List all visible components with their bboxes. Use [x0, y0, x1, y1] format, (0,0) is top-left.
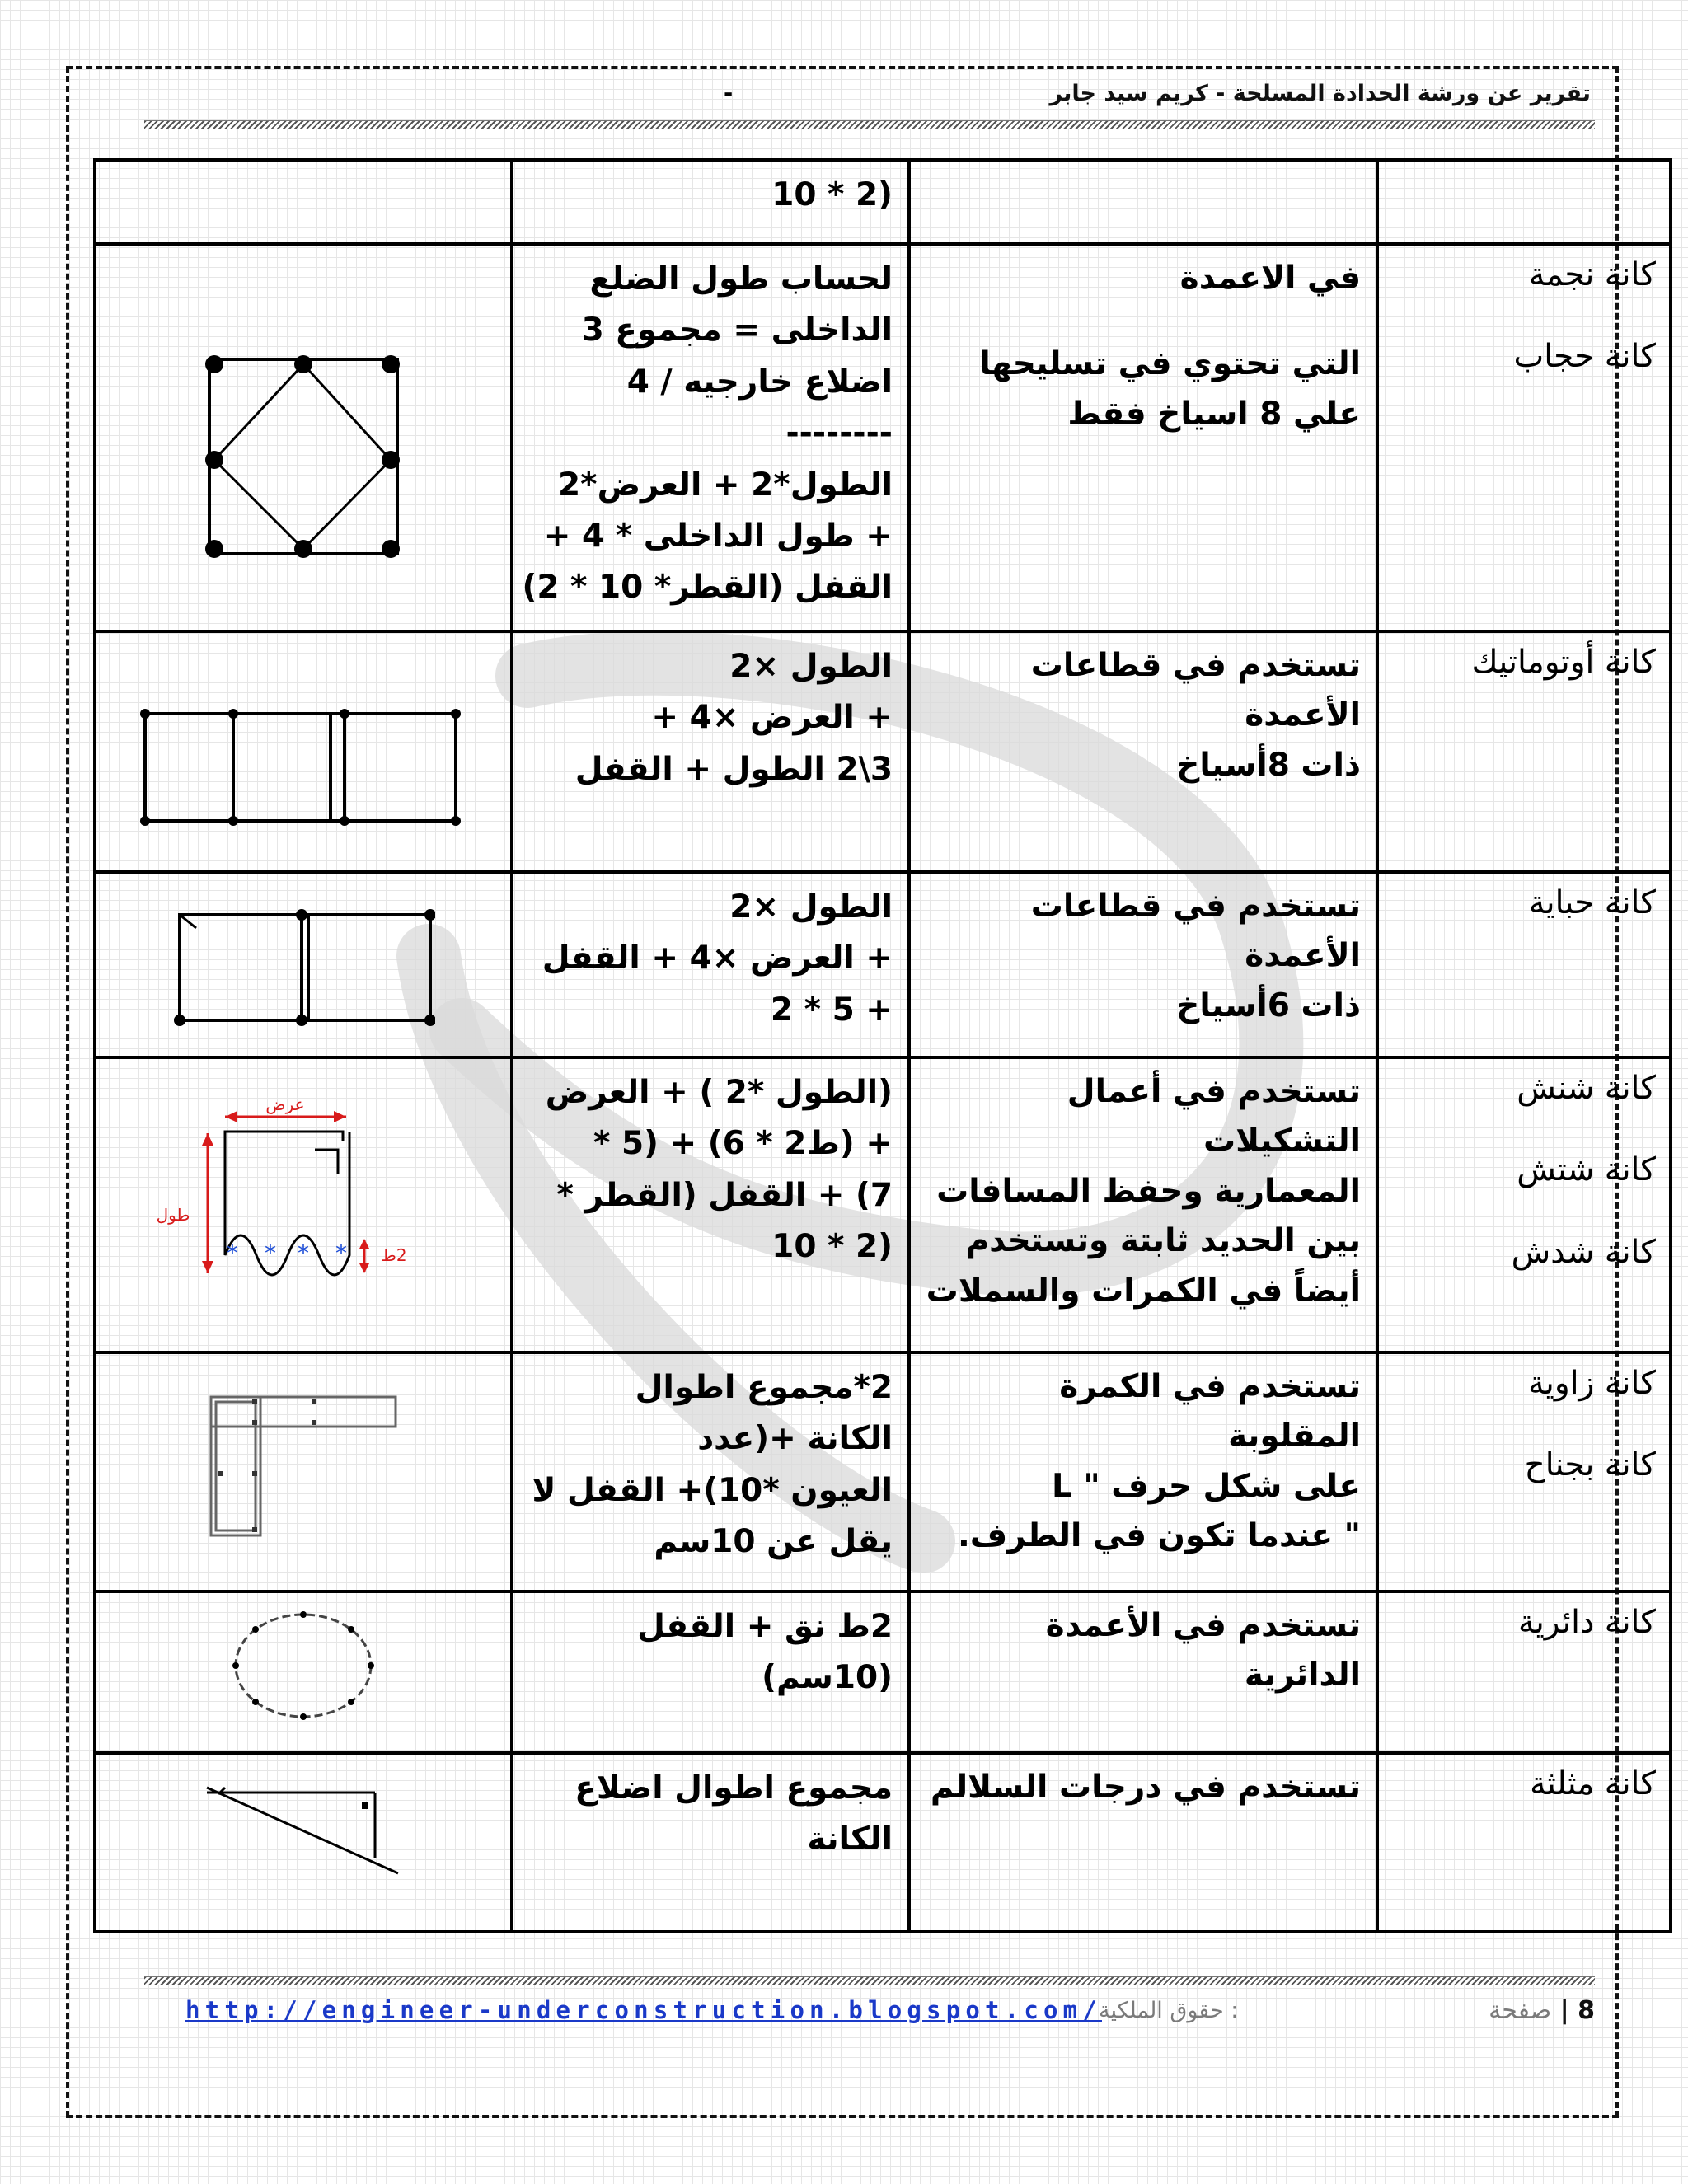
name-line: كانة شنش	[1517, 1070, 1656, 1107]
footer-divider	[144, 1976, 1595, 1985]
use-line: " عندما تكون في الطرف.	[958, 1517, 1361, 1555]
cell-figure	[95, 1352, 512, 1591]
name-line: كانة نجمة	[1528, 256, 1656, 293]
formula-line: 3\2 الطول + القفل	[574, 750, 893, 788]
formula-line: الكانة +(عدد	[697, 1420, 893, 1458]
cell-figure	[95, 1591, 512, 1753]
cell-figure	[95, 631, 512, 872]
cell-formula	[512, 1352, 909, 1591]
name-line: كانة مثلثة	[1530, 1765, 1656, 1802]
star-mark: *	[335, 1240, 347, 1267]
formula-line: (الطول *2 ) + العرض	[545, 1074, 893, 1111]
cell-formula	[512, 1753, 909, 1932]
use-line: المعمارية وحفظ المسافات	[936, 1172, 1361, 1210]
cell-name	[1377, 872, 1671, 1057]
formula-line: الطول ×2	[729, 648, 893, 685]
use-line: تستخدم في قطاعات الأعمدة	[1030, 647, 1361, 734]
cell-use	[909, 1753, 1377, 1932]
formula-line: 2*مجموع اطوال	[635, 1369, 893, 1406]
formula-line: + (ط2 * 6) + (5 *	[593, 1125, 893, 1163]
double-box-stirrup-icon	[171, 903, 435, 1035]
use-line: علي 8 اسياخ فقط	[1067, 395, 1361, 433]
table-row	[95, 1352, 1671, 1591]
cell-figure	[95, 872, 512, 1057]
cell-name	[1377, 1753, 1671, 1932]
name-line: كانة حجاب	[1513, 338, 1656, 376]
formula-line: الطول*2 + العرض*2	[558, 466, 893, 504]
name-line: كانة حباية	[1528, 884, 1656, 921]
formula-line: الطول ×2	[729, 888, 893, 926]
footer	[185, 1990, 1595, 2031]
star-mark: *	[265, 1240, 276, 1267]
cell-use	[909, 244, 1377, 631]
table-row	[95, 1591, 1671, 1753]
cell-use	[909, 872, 1377, 1057]
use-line: تستخدم في أعمال التشكيلات	[1067, 1073, 1361, 1160]
use-line: تستخدم في الكمرة المقلوبة	[1059, 1368, 1361, 1455]
radius-label: 2ط	[381, 1245, 407, 1265]
formula-line: مجموع اطوال اضلاع	[574, 1769, 893, 1807]
formula-line: (2 * 10	[771, 1228, 893, 1266]
use-line: ذات 8أسياخ	[1176, 746, 1361, 784]
triangular-stirrup-icon	[200, 1783, 406, 1890]
cell-name	[1377, 1591, 1671, 1753]
cell-use	[909, 160, 1377, 244]
header-divider	[144, 120, 1595, 129]
cell-name	[1377, 631, 1671, 872]
cell-figure	[95, 160, 512, 244]
l-shaped-stirrup-icon	[204, 1389, 402, 1545]
cell-formula	[512, 1591, 909, 1753]
name-line: كانة شدش	[1511, 1233, 1656, 1271]
name-line: كانة دائرية	[1518, 1604, 1656, 1641]
cell-use	[909, 1057, 1377, 1352]
use-line: أيضاً في الكمرات والسملات	[926, 1272, 1361, 1310]
cell-use	[909, 1591, 1377, 1753]
formula-line: لحساب طول الضلع	[589, 260, 893, 298]
cell-figure	[95, 244, 512, 631]
use-line: ذات 6أسياخ	[1176, 987, 1361, 1024]
zigzag-stirrup-icon	[122, 1092, 485, 1306]
cell-formula	[512, 1057, 909, 1352]
blog-link[interactable]: http://engineer-underconstruction.blogspot.com/	[185, 1996, 1102, 2024]
formula-text: (2 * 10	[771, 176, 893, 213]
use-line: تستخدم في الأعمدة الدائرية	[1045, 1607, 1361, 1694]
page-number: 8 | صفحة	[1489, 1996, 1595, 2025]
cell-name	[1377, 160, 1671, 244]
formula-line: الكانة	[807, 1821, 893, 1858]
header-dash: -	[724, 81, 734, 106]
width-label: عرض	[265, 1094, 305, 1114]
name-line: كانة بجناح	[1524, 1446, 1656, 1484]
formula-line: العيون *10)+ القفل لا	[532, 1471, 893, 1509]
cell-use	[909, 1352, 1377, 1591]
star-mark: *	[298, 1240, 309, 1267]
formula-line: + 5 * 2	[770, 991, 893, 1029]
name-line: كانة زاوية	[1528, 1365, 1656, 1402]
cell-name	[1377, 1352, 1671, 1591]
use-line: التي تحتوي في تسليحها	[979, 345, 1361, 383]
formula-line: القفل (القطر* 10 * 2)	[522, 569, 893, 607]
copyright-text: : حقوق الملكية	[1099, 1998, 1239, 2023]
cell-figure	[95, 1057, 512, 1352]
cell-formula	[512, 872, 909, 1057]
cell-name	[1377, 1057, 1671, 1352]
table-row	[95, 1753, 1671, 1932]
cell-use	[909, 631, 1377, 872]
name-line: كانة شتش	[1517, 1151, 1656, 1189]
formula-line: --------	[785, 415, 893, 452]
cell-formula	[512, 160, 909, 244]
star-stirrup-icon	[180, 353, 427, 583]
use-line: بين الحديد ثابتة وتستخدم	[965, 1222, 1361, 1260]
automatic-stirrup-icon	[138, 707, 468, 839]
cell-figure	[95, 1753, 512, 1932]
formula-line: + طول الداخلى * 4 +	[543, 517, 893, 555]
formula-line: + العرض ×4 + القفل	[542, 940, 893, 977]
formula-line: (10سم)	[762, 1659, 893, 1697]
table-row	[95, 244, 1671, 631]
table-row	[95, 160, 1671, 244]
length-label: طول	[156, 1205, 190, 1225]
cell-formula	[512, 631, 909, 872]
formula-line: يقل عن 10سم	[654, 1523, 893, 1561]
table-row	[95, 872, 1671, 1057]
header-title: تقرير عن ورشة الحدادة المسلحة - كريم سيد جابر	[1049, 81, 1591, 106]
use-line: في الاعمدة	[1179, 260, 1361, 297]
formula-line: الداخلى = مجموع 3	[581, 312, 893, 349]
stirrup-table	[93, 158, 1672, 1933]
use-line: على شكل حرف " L	[1051, 1467, 1361, 1505]
star-mark: *	[227, 1240, 238, 1267]
table-row	[95, 631, 1671, 872]
cell-formula	[512, 244, 909, 631]
formula-line: 2ط نق + القفل	[637, 1608, 893, 1645]
formula-line: 7) + القفل (القطر *	[556, 1176, 893, 1214]
name-line: كانة أوتوماتيك	[1471, 644, 1656, 681]
use-line: تستخدم في قطاعات الأعمدة	[1030, 888, 1361, 975]
cell-name	[1377, 244, 1671, 631]
formula-line: اضلاع خارجيه / 4	[626, 363, 893, 401]
table-row	[95, 1057, 1671, 1352]
circular-stirrup-icon	[221, 1608, 386, 1723]
formula-line: + العرض ×4 +	[651, 699, 893, 737]
use-line: تستخدم في درجات السلالم	[930, 1769, 1361, 1806]
